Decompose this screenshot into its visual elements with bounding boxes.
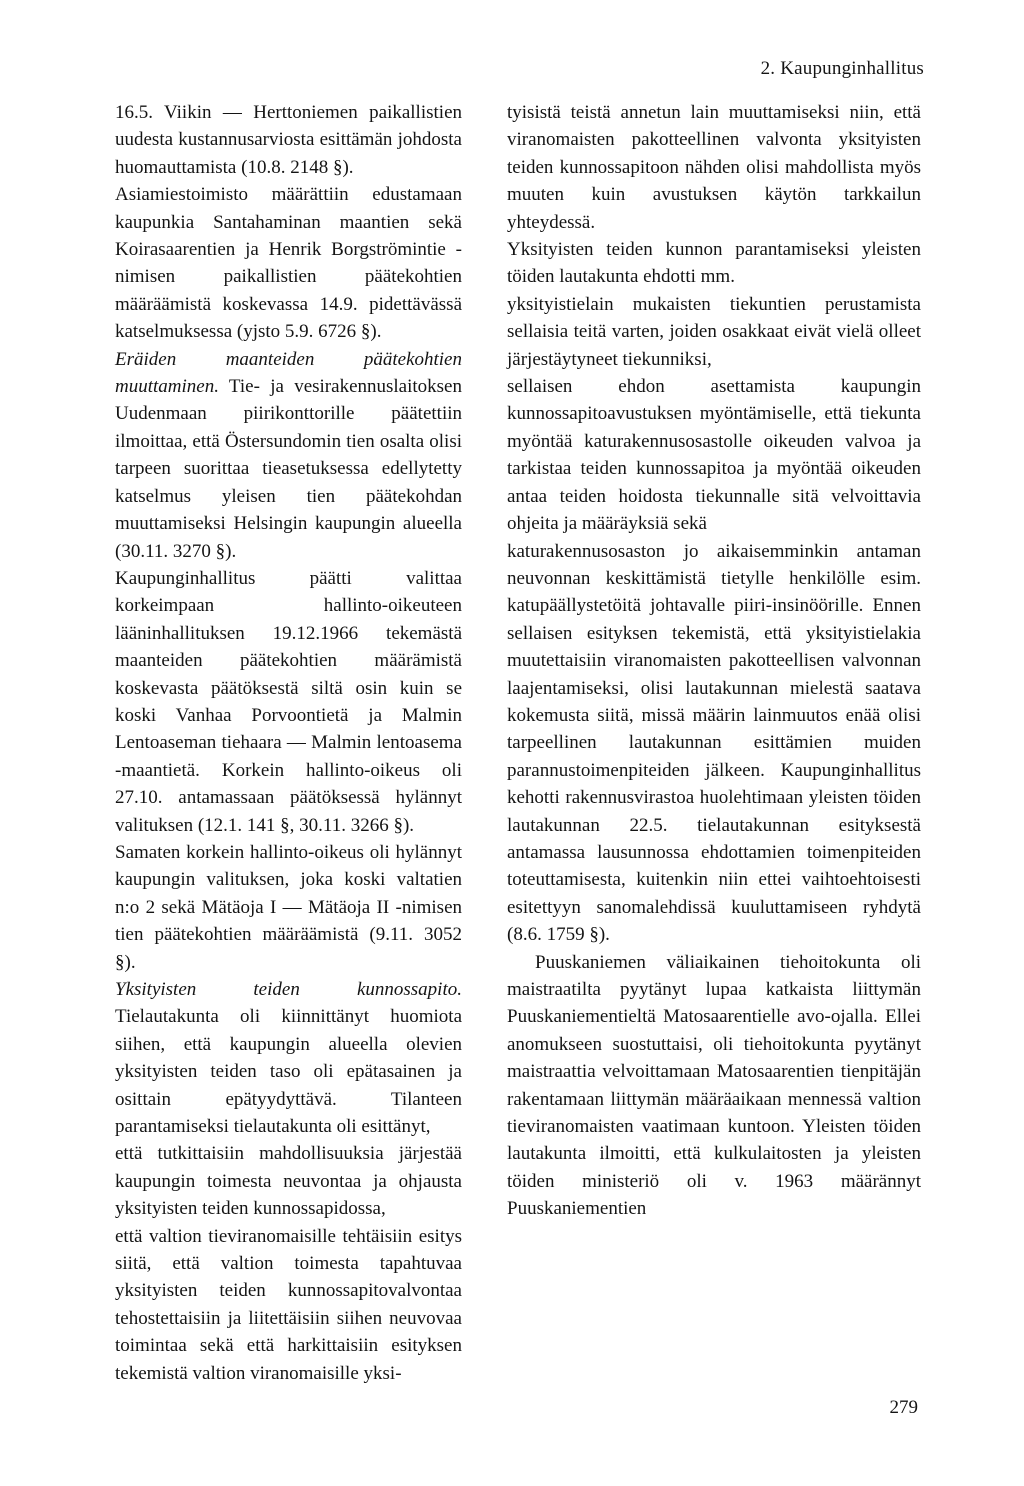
paragraph: Yksityisten teiden kunnon parantamiseksi yleisten töiden lautakunta ehdotti mm. <box>507 239 921 288</box>
paragraph: että valtion tieviranomaisille tehtäisiin esitys siitä, että valtion toimesta tapahtuvaa yksityisten teiden kunnossapitovalvontaa tehostettaisiin ja liitettäisiin siihen neuvovaa toimintaa sekä että harkittaisiin esityksen tekemistä valtion viranomaisille yksi- <box>115 1225 462 1384</box>
paragraph <box>115 346 462 565</box>
italic-heading: Yksityisten teiden kunnossapito. <box>115 979 462 1000</box>
page-number: 279 <box>889 1397 918 1418</box>
paragraph: Puuskaniemen väliaikainen tiehoitokunta oli maistraatilta pyytänyt lupaa katkaista liittymän Puuskaniementieltä Matosaarentielle avo-ojalla. Ellei anomukseen suostuttaisi, oli tiehoitokunta pyytänyt maistraattia velvoittamaan Matosaarentien tienpitäjän rakentamaan liittymän määräaikaan mennessä valtion tieviranomaisten vaatimaan kuntoon. Yleisten töiden lautakunta ilmoitti, että kulkulaitosten ja yleisten töiden ministeriö oli v. 1963 määrännyt Puuskaniementien <box>507 951 921 1220</box>
paragraph-body: Tie- ja vesirakennuslaitoksen Uudenmaan piirikonttorille päätettiin ilmoittaa, että Östersundomin tien osalta olisi tarpeen suorittaa tieasetuksessa edellytetty katselmus yleisen tien päätekohdan muuttamiseksi Helsingin kaupungin alueella (30.11. 3270 §). <box>115 376 462 562</box>
paragraph: yksityistielain mukaisten tiekuntien perustamista sellaisia teitä varten, joiden osakkaat eivät vielä olleet järjestäytyneet tiekunniksi, <box>507 293 921 370</box>
paragraph: että tutkittaisiin mahdollisuuksia järjestää kaupungin toimesta neuvontaa ja ohjausta yksityisten teiden kunnossapidossa, <box>115 1143 462 1220</box>
paragraph: katurakennusosaston jo aikaisemminkin antaman neuvonnan keskittämistä tietylle henkilölle esim. katupäällystetöitä johtavalle piiri-insinöörille. Ennen sellaisen esityksen tekemistä, että yksityistielakia muutettaisiin viranomaisten pakotteellisen valvonnan laajentamiseksi, olisi lautakunnan mielestä saatava kokemusta siitä, missä määrin lainmuutos enää olisi tarpeellinen lautakunnan esittämien muiden parannustoimenpiteiden jälkeen. Kaupunginhallitus kehotti rakennusvirastoa huolehtimaan yleisten töiden lautakunnan 22.5. tielautakunnan esityksestä antamassa lausunnossa ehdottamien toimenpiteiden toteuttamisesta, kuitenkin niin ettei vaihtoehtoisesti esitettyyn sanomalehdissä kuuluttamiseen ryhdytä (8.6. 1759 §). <box>507 540 921 946</box>
paragraph: Samaten korkein hallinto-oikeus oli hylännyt kaupungin valituksen, joka koski valtatien n:o 2 sekä Mätäoja I — Mätäoja II -nimisen tien päätekohtien määräämistä (9.11. 3052 §). <box>115 841 462 973</box>
italic-heading: Eräiden maanteiden päätekohtien muuttaminen. <box>115 348 462 398</box>
paragraph: sellaisen ehdon asettamista kaupungin kunnossapitoavustuksen myöntämiselle, että tiekunta myöntää katurakennusosastolle oikeuden valvoa ja tarkistaa teiden kunnossapitoa ja myöntää oikeuden antaa teiden hoidosta tiekunnalle sitä velvoittavia ohjeita ja määräyksiä sekä <box>507 376 921 535</box>
paragraph: 16.5. Viikin — Herttoniemen paikallistien uudesta kustannusarviosta esittämän johdosta huomauttamista (10.8. 2148 §). <box>115 102 462 178</box>
running-head: 2. Kaupunginhallitus <box>760 58 924 79</box>
right-column <box>507 99 921 1223</box>
paragraph-body: Tielautakunta oli kiinnittänyt huomiota siihen, että kaupungin alueella olevien yksityisten teiden taso oli epätasainen ja osittain epätyydyttävä. Tilanteen parantamiseksi tielautakunta oli esittänyt, <box>115 1006 462 1138</box>
paragraph <box>115 976 462 1140</box>
paragraph: Asiamiestoimisto määrättiin edustamaan kaupunkia Santahaminan maantien sekä Koirasaarentien ja Henrik Borgströmintie -nimisen paikallistien päätekohtien määräämistä koskevassa 14.9. pidettävässä katselmuksessa (yjsto 5.9. 6726 §). <box>115 184 462 343</box>
paragraph: Kaupunginhallitus päätti valittaa korkeimpaan hallinto-oikeuteen lääninhallituksen 19.12.1966 tekemästä maanteiden päätekohtien määrämistä koskevasta päätöksestä siltä osin kuin se koski Vanhaa Porvoontietä ja Malmin Lentoaseman tiehaara — Malmin lentoasema -maantietä. Korkein hallinto-oikeus oli 27.10. antamassaan päätöksessä hylännyt valituksen (12.1. 141 §, 30.11. 3266 §). <box>115 567 462 836</box>
paragraph: tyisistä teistä annetun lain muuttamiseksi niin, että viranomaisten pakotteellinen valvonta yksityisten teiden kunnossapitoon nähden olisi mahdollista myös muuten kuin avustuksen käytön tarkkailun yhteydessä. <box>507 102 921 233</box>
left-column <box>115 99 462 1387</box>
